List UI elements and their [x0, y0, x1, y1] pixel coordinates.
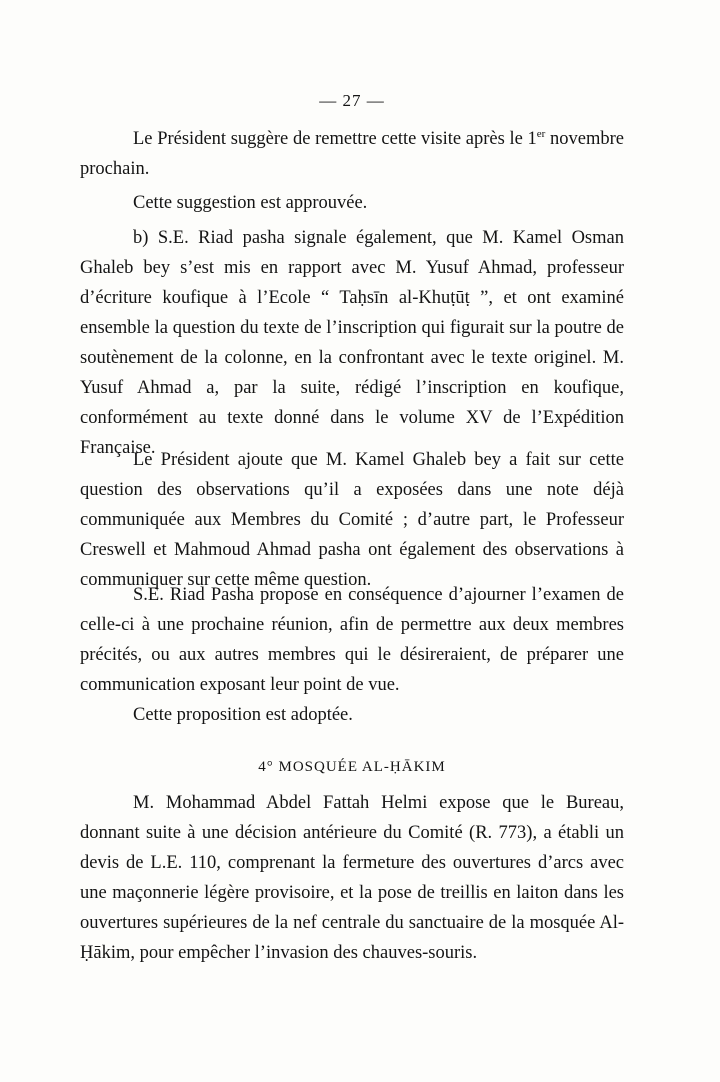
paragraph-president-adds: Le Président ajoute que M. Kamel Ghaleb bey a fait sur cette question des observations qu’il a exposées dans une note déjà communiquée aux Membres du Comité ; d’autre part, le Professeur Creswell et Mahmoud Ahmad pasha ont également des observations à communiquer sur cette même question.: [80, 450, 624, 590]
paragraph-text: Le Président suggère de remettre cette visite après le 1: [133, 129, 537, 149]
page-number: — 27 —: [319, 91, 385, 110]
ordinal-superscript: er: [536, 127, 546, 140]
paragraph-suggestion-approved: Cette suggestion est approuvée.: [133, 193, 368, 213]
paragraph-proposal-adopted: Cette proposition est adoptée.: [133, 705, 353, 725]
paragraph-text-continued: novembre prochain.: [80, 129, 625, 179]
paragraph-helmi-exposition: M. Mohammad Abdel Fattah Helmi expose que le Bureau, donnant suite à une décision antérieure du Comité (R. 773), a établi un devis de L.E. 110, comprenant la fermeture des ouvertures d’arcs avec une maçonnerie légère provisoire, et la pose de treillis en laiton dans les ouvertures supérieures de la nef centrale du sanctuaire de la mosquée Al-Ḥākim, pour empêcher l’invasion des chauves-souris.: [80, 793, 624, 963]
section-heading: 4° MOSQUÉE AL-ḤĀKIM: [258, 759, 446, 775]
paragraph-riad-pasha-inscription: b) S.E. Riad pasha signale également, que M. Kamel Osman Ghaleb bey s’est mis en rapport avec M. Yusuf Ahmad, professeur d’écriture koufique à l’Ecole “ Taḥsīn al-Khuṭūṭ ”, et ont examiné ensemble la question du texte de l’inscription qui figurait sur la poutre de soutènement de la colonne, en la confrontant avec le texte originel. M. Yusuf Ahmad a, par la suite, rédigé l’inscription en koufique, conformément au texte donné dans le volume XV de l’Expédition Française.: [80, 228, 624, 458]
paragraph-president-suggestion: [80, 124, 624, 184]
paragraph-riad-pasha-proposal: S.E. Riad Pasha propose en conséquence d’ajourner l’examen de celle-ci à une prochaine réunion, afin de permettre aux deux membres précités, ou aux autres membres qui le désireraient, de préparer une communication exposant leur point de vue.: [80, 585, 624, 695]
